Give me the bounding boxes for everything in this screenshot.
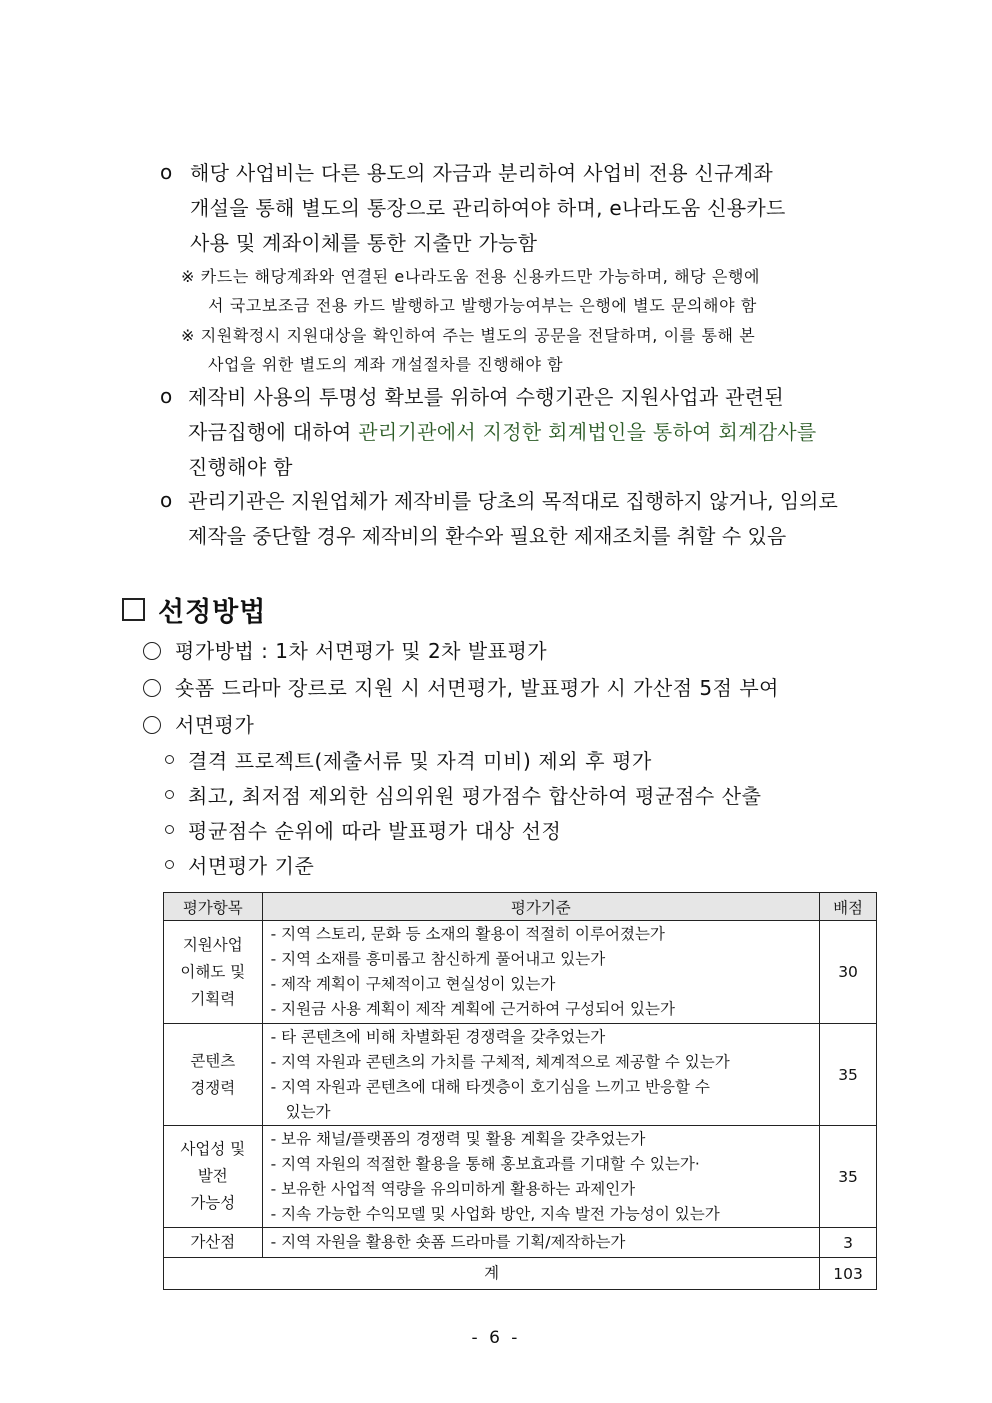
bullet-line-highlight: 관리기관에서 지정한 회계법인을 통하여 회계감사를 xyxy=(358,420,817,444)
checkbox-icon xyxy=(122,598,145,621)
dot-icon xyxy=(165,860,174,869)
row-category xyxy=(164,1024,263,1126)
note-text: 서 국고보조금 전용 카드 발행하고 발행가능여부는 은행에 별도 문의해야 함 xyxy=(208,296,757,315)
bullet-line: 제작을 중단할 경우 제작비의 환수와 필요한 제재조치를 취할 수 있음 xyxy=(188,524,787,548)
dot-icon xyxy=(165,790,174,799)
method-item-text: 평가방법 : 1차 서면평가 및 2차 발표평가 xyxy=(175,639,548,663)
row-category xyxy=(164,921,263,1024)
dot-icon xyxy=(165,755,174,764)
category-line: 가산점 xyxy=(190,1233,236,1251)
header-criteria: 평가기준 xyxy=(262,893,820,921)
note-mark: ※ xyxy=(181,267,196,286)
method-item xyxy=(143,635,547,664)
sub-item xyxy=(165,815,561,844)
bullet-marker: o xyxy=(160,488,173,512)
sub-item xyxy=(165,780,762,809)
category-line: 이해도 및 xyxy=(180,962,246,981)
criteria-line: - 지역 자원의 적절한 활용을 통해 홍보효과를 기대할 수 있는가· xyxy=(270,1154,700,1173)
bullet-marker: o xyxy=(160,160,173,184)
method-item xyxy=(143,709,254,738)
page-number: - 6 - xyxy=(471,1328,521,1348)
category-line: 기획력 xyxy=(190,989,236,1008)
category-line: 지원사업 xyxy=(182,935,243,954)
row-category xyxy=(164,1228,263,1258)
sub-item-text: 최고, 최저점 제외한 심의위원 평가점수 합산하여 평균점수 산출 xyxy=(188,784,762,808)
row-criteria xyxy=(262,921,820,1024)
bullet-line: 관리기관은 지원업체가 제작비를 당초의 목적대로 집행하지 않거나, 임의로 xyxy=(188,489,838,513)
section-title: 선정방법 xyxy=(158,597,267,628)
circle-icon xyxy=(143,679,161,697)
table-row xyxy=(164,1126,877,1228)
bullet-marker: o xyxy=(160,384,173,408)
criteria-line: - 지속 가능한 수익모델 및 사업화 방안, 지속 발전 가능성이 있는가 xyxy=(270,1204,720,1223)
row-criteria xyxy=(262,1024,820,1126)
row-category xyxy=(164,1126,263,1228)
method-item-text: 숏폼 드라마 장르로 지원 시 서면평가, 발표평가 시 가산점 5점 부여 xyxy=(175,676,779,700)
header-category: 평가항목 xyxy=(164,893,263,921)
total-label: 계 xyxy=(164,1258,820,1290)
criteria-line: - 제작 계획이 구체적이고 현실성이 있는가 xyxy=(270,975,556,993)
row-criteria xyxy=(262,1126,820,1228)
table-row xyxy=(164,1024,877,1126)
row-points: 35 xyxy=(820,1024,877,1126)
header-points: 배점 xyxy=(820,893,877,921)
row-criteria xyxy=(262,1228,820,1258)
row-points: 30 xyxy=(820,921,877,1024)
note-text: 사업을 위한 별도의 계좌 개설절차를 진행해야 함 xyxy=(208,355,564,374)
criteria-line: - 지원금 사용 계획이 제작 계획에 근거하여 구성되어 있는가 xyxy=(270,1000,675,1018)
criteria-line: 있는가 xyxy=(285,1102,331,1121)
category-line: 경쟁력 xyxy=(190,1078,236,1097)
bullet-line: 제작비 사용의 투명성 확보를 위하여 수행기관은 지원사업과 관련된 xyxy=(188,385,784,409)
total-points: 103 xyxy=(820,1258,877,1290)
row-points: 3 xyxy=(820,1228,877,1258)
method-item xyxy=(143,672,779,701)
table-header-row xyxy=(164,893,877,921)
criteria-line: - 지역 자원을 활용한 숏폼 드라마를 기획/제작하는가 xyxy=(270,1233,626,1251)
evaluation-criteria-table xyxy=(163,892,877,1290)
category-line: 발전 xyxy=(197,1167,228,1185)
note-mark: ※ xyxy=(181,326,196,345)
bullet-line: 사용 및 계좌이체를 통한 지출만 가능함 xyxy=(190,231,538,255)
table-total-row xyxy=(164,1258,877,1290)
circle-icon xyxy=(143,642,161,660)
bullet-line: 진행해야 함 xyxy=(188,455,293,479)
criteria-line: - 보유한 사업적 역량을 유의미하게 활용하는 과제인가 xyxy=(270,1179,636,1198)
note-text: 카드는 해당계좌와 연결된 e나라도움 전용 신용카드만 가능하며, 해당 은행에 xyxy=(200,267,761,286)
table-row xyxy=(164,1228,877,1258)
bullet-line: 자금집행에 대하여 xyxy=(188,420,359,444)
sub-item-text: 평균점수 순위에 따라 발표평가 대상 선정 xyxy=(188,819,562,843)
sub-item-text: 서면평가 기준 xyxy=(188,854,315,878)
category-line: 가능성 xyxy=(190,1194,236,1212)
criteria-line: - 지역 자원과 콘텐츠에 대해 타겟층이 호기심을 느끼고 반응할 수 xyxy=(270,1077,710,1096)
bullet-line: 개설을 통해 별도의 통장으로 관리하여야 하며, e나라도움 신용카드 xyxy=(190,196,786,220)
circle-icon xyxy=(143,716,161,734)
sub-item xyxy=(165,745,652,774)
sub-item xyxy=(165,850,314,879)
sub-item-text: 결격 프로젝트(제출서류 및 자격 미비) 제외 후 평가 xyxy=(188,749,652,773)
table-row xyxy=(164,921,877,1024)
category-line: 사업성 및 xyxy=(180,1140,246,1158)
note-text: 지원확정시 지원대상을 확인하여 주는 별도의 공문을 전달하며, 이를 통해 본 xyxy=(200,326,756,345)
method-item-text: 서면평가 xyxy=(175,713,255,737)
criteria-line: - 지역 소재를 흥미롭고 참신하게 풀어내고 있는가 xyxy=(270,950,606,968)
criteria-line: - 지역 자원과 콘텐츠의 가치를 구체적, 체계적으로 제공할 수 있는가 xyxy=(270,1052,730,1071)
row-points: 35 xyxy=(820,1126,877,1228)
dot-icon xyxy=(165,825,174,834)
criteria-line: - 지역 스토리, 문화 등 소재의 활용이 적절히 이루어졌는가 xyxy=(270,925,665,943)
category-line: 콘텐츠 xyxy=(190,1051,236,1070)
criteria-line: - 보유 채널/플랫폼의 경쟁력 및 활용 계획을 갖추었는가 xyxy=(270,1129,646,1148)
criteria-line: - 타 콘텐츠에 비해 차별화된 경쟁력을 갖추었는가 xyxy=(270,1027,606,1046)
bullet-line: 해당 사업비는 다른 용도의 자금과 분리하여 사업비 전용 신규계좌 xyxy=(190,161,773,185)
